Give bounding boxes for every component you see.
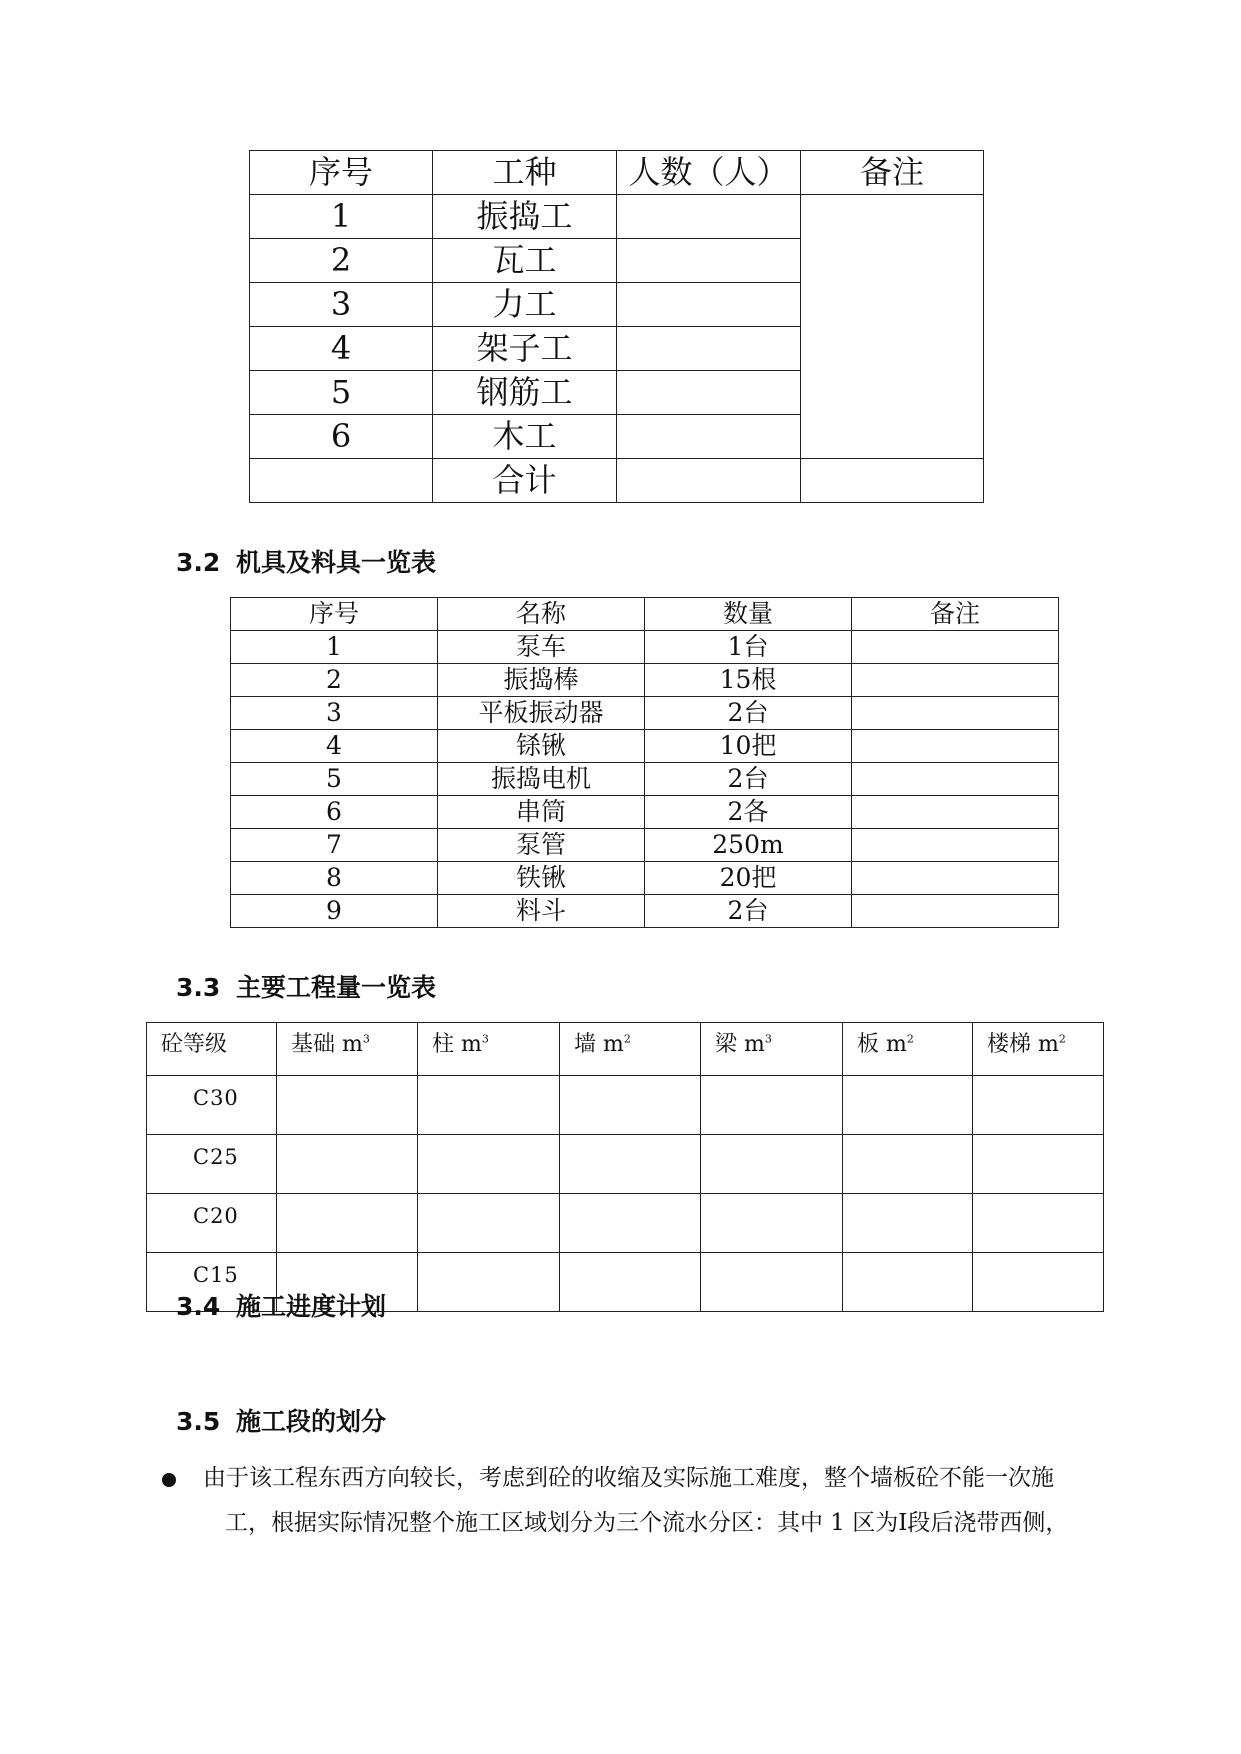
header-cell: 楼梯 $m^2$ <box>973 1023 1104 1076</box>
section-title: 施工段的划分 <box>236 1407 387 1436</box>
equip-no: 4 <box>231 730 438 763</box>
equip-qty: 20把 <box>645 862 852 895</box>
equip-no: 1 <box>231 631 438 664</box>
labor-count <box>617 239 801 283</box>
labor-count <box>617 459 801 503</box>
labor-no: 1 <box>250 195 433 239</box>
equip-no: 3 <box>231 697 438 730</box>
header-cell: 数量 <box>645 598 852 631</box>
equip-qty: 250m <box>645 829 852 862</box>
equip-name: 泵车 <box>438 631 645 664</box>
table-row <box>231 697 1059 730</box>
header-cell: 备注 <box>801 151 984 195</box>
equip-name: 铁锹 <box>438 862 645 895</box>
equip-remarks <box>852 895 1059 928</box>
table-row <box>147 1135 1104 1194</box>
bullet-paragraph <box>156 1456 1116 1546</box>
equip-name: 泵管 <box>438 829 645 862</box>
table-row <box>250 195 984 239</box>
equip-no: 6 <box>231 796 438 829</box>
table-row <box>231 763 1059 796</box>
header-cell: 工种 <box>433 151 617 195</box>
header-cell: 墙 $m^2$ <box>560 1023 701 1076</box>
table-row <box>231 862 1059 895</box>
header-cell: 人数（人） <box>617 151 801 195</box>
header-cell: 柱 $m^3$ <box>418 1023 560 1076</box>
equip-remarks <box>852 730 1059 763</box>
equip-no: 8 <box>231 862 438 895</box>
table-row <box>231 895 1059 928</box>
labor-count <box>617 195 801 239</box>
header-cell: 板 $m^2$ <box>843 1023 973 1076</box>
labor-count <box>617 371 801 415</box>
labor-no <box>250 459 433 503</box>
equip-remarks <box>852 829 1059 862</box>
equip-remarks <box>852 697 1059 730</box>
section-heading-3-2 <box>176 543 436 579</box>
labor-no: 6 <box>250 415 433 459</box>
equip-qty: 2台 <box>645 895 852 928</box>
labor-trade: 钢筋工 <box>433 371 617 415</box>
labor-header-row <box>250 151 984 195</box>
equip-no: 5 <box>231 763 438 796</box>
equipment-table <box>230 597 1059 928</box>
header-cell: 砼等级 <box>147 1023 277 1076</box>
equip-remarks <box>852 796 1059 829</box>
section-number: 3.2 <box>176 548 221 577</box>
quantity-header-row <box>147 1023 1104 1076</box>
paragraph-line: 由于该工程东西方向较长，考虑到砼的收缩及实际施工难度，整个墙板砼不能一次施 <box>203 1465 1054 1491</box>
concrete-grade: C30 <box>147 1076 277 1135</box>
header-cell: 备注 <box>852 598 1059 631</box>
table-row <box>147 1076 1104 1135</box>
equip-remarks <box>852 664 1059 697</box>
concrete-grade: C20 <box>147 1194 277 1253</box>
labor-trade: 振捣工 <box>433 195 617 239</box>
concrete-grade: C15 <box>147 1253 277 1312</box>
section-title: 施工进度计划 <box>236 1292 387 1321</box>
labor-trade: 架子工 <box>433 327 617 371</box>
section-number: 3.3 <box>176 973 221 1002</box>
table-row <box>231 730 1059 763</box>
section-heading-3-4 <box>176 1287 386 1323</box>
equip-qty: 1台 <box>645 631 852 664</box>
header-cell: 基础 $m^3$ <box>277 1023 418 1076</box>
labor-trade: 木工 <box>433 415 617 459</box>
header-cell: 梁 $m^3$ <box>701 1023 843 1076</box>
section-title: 机具及料具一览表 <box>236 548 437 577</box>
labor-total-label: 合计 <box>433 459 617 503</box>
equip-name: 振捣电机 <box>438 763 645 796</box>
equip-name: 铩锹 <box>438 730 645 763</box>
labor-count <box>617 327 801 371</box>
labor-no: 3 <box>250 283 433 327</box>
labor-no: 5 <box>250 371 433 415</box>
equip-name: 料斗 <box>438 895 645 928</box>
table-row <box>231 664 1059 697</box>
equip-no: 2 <box>231 664 438 697</box>
table-row <box>231 829 1059 862</box>
equip-remarks <box>852 763 1059 796</box>
labor-trade: 力工 <box>433 283 617 327</box>
labor-table <box>249 150 984 503</box>
equip-name: 平板振动器 <box>438 697 645 730</box>
section-heading-3-5 <box>176 1402 386 1438</box>
section-number: 3.4 <box>176 1292 221 1321</box>
equip-qty: 2台 <box>645 697 852 730</box>
equip-qty: 10把 <box>645 730 852 763</box>
labor-trade: 瓦工 <box>433 239 617 283</box>
table-row <box>231 631 1059 664</box>
equip-qty: 2台 <box>645 763 852 796</box>
labor-no: 2 <box>250 239 433 283</box>
labor-remarks-merged <box>801 195 984 459</box>
equip-name: 振捣棒 <box>438 664 645 697</box>
equip-qty: 2各 <box>645 796 852 829</box>
equip-remarks <box>852 631 1059 664</box>
labor-total-row <box>250 459 984 503</box>
equip-qty: 15根 <box>645 664 852 697</box>
section-number: 3.5 <box>176 1407 221 1436</box>
quantity-table <box>146 1022 1104 1312</box>
equip-name: 串筒 <box>438 796 645 829</box>
equipment-header-row <box>231 598 1059 631</box>
equip-no: 7 <box>231 829 438 862</box>
header-cell: 序号 <box>250 151 433 195</box>
header-cell: 序号 <box>231 598 438 631</box>
table-row <box>231 796 1059 829</box>
labor-no: 4 <box>250 327 433 371</box>
bullet-dot-icon <box>162 1473 176 1487</box>
labor-remarks <box>801 459 984 503</box>
concrete-grade: C25 <box>147 1135 277 1194</box>
equip-remarks <box>852 862 1059 895</box>
labor-count <box>617 283 801 327</box>
header-cell: 名称 <box>438 598 645 631</box>
paragraph-line: 工，根据实际情况整个施工区域划分为三个流水分区：其中 1 区为Ⅰ段后浇带西侧， <box>225 1510 1069 1536</box>
equip-no: 9 <box>231 895 438 928</box>
table-row <box>147 1194 1104 1253</box>
labor-count <box>617 415 801 459</box>
section-heading-3-3 <box>176 968 436 1004</box>
section-title: 主要工程量一览表 <box>236 973 437 1002</box>
